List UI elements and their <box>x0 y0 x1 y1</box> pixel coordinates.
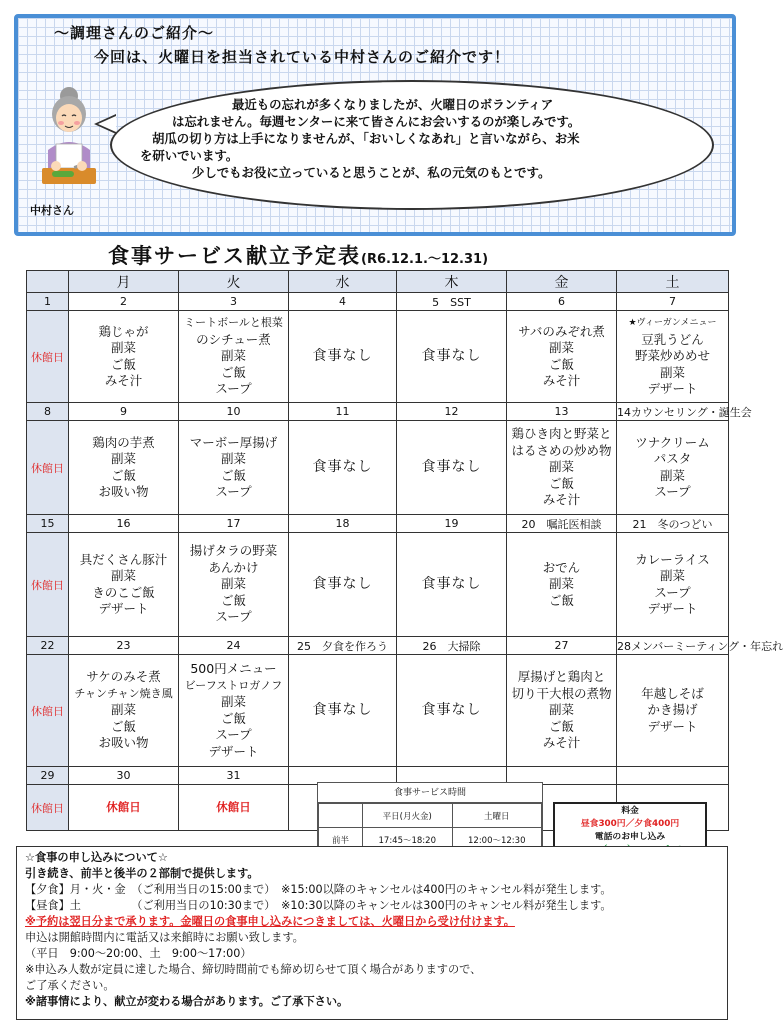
menu-cell <box>397 421 507 515</box>
menu-item: 副菜 <box>110 451 136 466</box>
speech-bubble-text <box>122 96 722 181</box>
menu-cell <box>69 533 179 637</box>
menu-item: 休館日 <box>106 800 141 815</box>
menu-item: 副菜 <box>548 702 574 718</box>
date-cell: 3 <box>179 293 289 311</box>
menu-item: はるさめの炒め物 <box>511 442 612 458</box>
menu-item: 豆乳うどん <box>641 331 704 347</box>
weekday-header <box>27 271 69 293</box>
menu-item: 食事なし <box>312 702 373 719</box>
date-row <box>27 293 729 311</box>
menu-cell <box>397 533 507 637</box>
date-cell: 7 <box>617 293 729 311</box>
menu-item: 副菜 <box>548 340 574 355</box>
closed-day-label: 休館日 <box>27 533 69 637</box>
date-cell: 23 <box>69 637 179 655</box>
calendar-body <box>27 293 783 831</box>
date-cell <box>617 767 729 785</box>
date-cell: 31 <box>179 767 289 785</box>
menu-item: 食事なし <box>421 702 482 719</box>
menu-item: 副菜 <box>659 467 685 483</box>
menu-cell <box>179 785 289 831</box>
menu-cell <box>507 533 617 637</box>
weekday-header-row <box>27 271 729 293</box>
menu-item: みそ汁 <box>542 373 581 388</box>
menu-item: スープ <box>215 381 252 397</box>
menu-item: かき揚げ <box>647 702 698 718</box>
menu-item: 鶏ひき肉と野菜と <box>511 426 612 442</box>
menu-item: お吸い物 <box>98 735 149 751</box>
date-cell: 20 嘱託医相談 <box>507 515 617 533</box>
menu-item: スープ <box>215 484 252 499</box>
menu-item: デザート <box>647 381 698 397</box>
menu-item: サバのみぞれ煮 <box>518 323 605 339</box>
menu-cell <box>179 421 289 515</box>
menu-item: 切り干大根の煮物 <box>511 685 612 701</box>
menu-item: みそ汁 <box>542 735 581 751</box>
date-cell: 19 <box>397 515 507 533</box>
menu-cell <box>507 655 617 767</box>
intro-subheading: 今回は、火曜日を担当されている中村さんのご紹介です！ <box>94 48 511 66</box>
menu-cell <box>397 655 507 767</box>
menu-item: 厚揚げと鶏肉と <box>517 669 606 685</box>
menu-item: 副菜 <box>548 459 574 475</box>
menu-cell <box>179 311 289 403</box>
application-notes <box>16 846 728 1020</box>
menu-item: ミートボールと根菜 <box>184 316 283 330</box>
menu-item: ご飯 <box>220 710 246 726</box>
menu-item: スープ <box>654 484 691 499</box>
menu-cell <box>69 421 179 515</box>
menu-item: 鶏肉の芋煮 <box>92 434 155 450</box>
menu-cell <box>617 533 729 637</box>
menu-item: デザート <box>647 718 698 734</box>
menu-item: みそ汁 <box>104 373 143 388</box>
menu-item: 副菜 <box>220 451 246 466</box>
menu-item: 副菜 <box>110 702 136 718</box>
notes-heading: ☆食事の申し込みについて☆ <box>25 851 168 864</box>
notes-line: ※諸事情により、献立が変わる場合があります。ご了承下さい。 <box>25 995 349 1008</box>
weekday-header: 土 <box>617 271 729 293</box>
menu-item: お吸い物 <box>98 484 149 499</box>
date-cell: 28メンバーミーティング・年忘れ <box>617 637 729 655</box>
menu-row <box>27 311 729 403</box>
price-phone-label: 電話のお申し込み <box>594 832 666 842</box>
closed-day-label: 休館日 <box>27 655 69 767</box>
menu-item: 食事なし <box>421 348 482 365</box>
menu-item: おでん <box>542 559 581 575</box>
date-cell: 26 大掃除 <box>397 637 507 655</box>
menu-cell <box>179 533 289 637</box>
service-time-col-saturday: 土曜日 <box>452 804 542 828</box>
menu-row <box>27 533 729 637</box>
date-cell: 17 <box>179 515 289 533</box>
menu-cell <box>507 421 617 515</box>
menu-item: ツナクリーム <box>635 434 710 450</box>
menu-item: 副菜 <box>110 340 136 355</box>
menu-item: 500円メニュー <box>190 661 277 676</box>
weekday-header: 水 <box>289 271 397 293</box>
date-cell: 27 <box>507 637 617 655</box>
week-number: 22 <box>27 637 69 655</box>
weekday-header: 月 <box>69 271 179 293</box>
menu-cell <box>507 311 617 403</box>
menu-item: 副菜 <box>548 576 574 592</box>
date-cell: 9 <box>69 403 179 421</box>
menu-item: 食事なし <box>421 459 482 476</box>
service-time-cell: 12:00～12:30 <box>452 828 542 852</box>
notes-line: （平日 9:00～20:00、土 9:00～17:00） <box>25 947 252 960</box>
date-row <box>27 637 729 655</box>
bubble-line: は忘れません。毎週センターに来て皆さんにお会いするのが楽しみです。 <box>172 114 581 129</box>
menu-item: マーボー厚揚げ <box>189 434 278 450</box>
menu-item: ご飯 <box>110 467 136 483</box>
date-cell: 6 <box>507 293 617 311</box>
menu-cell <box>289 655 397 767</box>
intro-heading: ～調理さんのご紹介～ <box>54 24 215 42</box>
service-time-row-label: 前半 <box>319 828 363 852</box>
notes-line: 申込は開館時間内に電話又は来館時にお願い致します。 <box>25 931 304 944</box>
date-cell: 30 <box>69 767 179 785</box>
bubble-line: を研いでいます。 <box>140 148 239 163</box>
menu-item: 食事なし <box>312 348 373 365</box>
bubble-line: 最近もの忘れが多くなりましたが、火曜日のボランティア <box>232 97 554 112</box>
price-title: 料金 <box>621 806 639 816</box>
menu-calendar <box>26 270 783 831</box>
bubble-line: 少しでもお役に立っていると思うことが、私の元気のもとです。 <box>192 165 551 180</box>
menu-cell <box>69 785 179 831</box>
menu-item: 食事なし <box>312 459 373 476</box>
menu-item: 鶏じゃが <box>98 323 149 339</box>
date-cell: 2 <box>69 293 179 311</box>
closed-day-label: 休館日 <box>27 311 69 403</box>
menu-title <box>108 240 488 270</box>
menu-cell <box>69 655 179 767</box>
menu-item: デザート <box>208 743 259 759</box>
date-cell: 25 夕食を作ろう <box>289 637 397 655</box>
menu-item: ご飯 <box>548 718 574 734</box>
menu-item: ご飯 <box>548 475 574 491</box>
menu-item: ご飯 <box>110 356 136 372</box>
notes-line: ※申込み人数が定員に達した場合、締切時間前でも締め切らせて頂く場合がありますので、 <box>25 963 482 976</box>
menu-cell <box>289 533 397 637</box>
service-time-corner <box>319 804 363 828</box>
date-cell: 14カウンセリング・誕生会 <box>617 403 729 421</box>
menu-item: 副菜 <box>110 568 136 583</box>
menu-item: 副菜 <box>659 568 685 583</box>
service-time-title: 食事サービス時間 <box>318 783 542 803</box>
menu-cell <box>397 311 507 403</box>
notes-line: 【夕食】月・火・金 （ご利用当日の15:00まで） ※15:00以降のキャンセルは400円のキャンセル料が発生します。 <box>25 883 612 896</box>
date-cell: 10 <box>179 403 289 421</box>
menu-cell <box>179 655 289 767</box>
menu-title-main: 食事サービス献立予定表 <box>108 244 361 268</box>
notes-warning: ※予約は翌日分まで承ります。金曜日の食事申し込みにつきましては、火曜日から受け付けます。 <box>25 915 515 928</box>
weekday-header: 木 <box>397 271 507 293</box>
bubble-line: 胡瓜の切り方は上手になりませんが、「おいしくなあれ」と言いながら、お米 <box>152 131 580 146</box>
menu-item: 副菜 <box>220 694 246 709</box>
menu-row <box>27 655 729 767</box>
menu-item: パスタ <box>653 451 692 466</box>
menu-cell <box>289 311 397 403</box>
week-number: 8 <box>27 403 69 421</box>
menu-item: ご飯 <box>220 467 246 483</box>
menu-item: あんかけ <box>208 559 259 575</box>
menu-item: スープ <box>215 727 252 742</box>
menu-item: 具だくさん豚汁 <box>79 551 168 567</box>
menu-item: ご飯 <box>110 718 136 734</box>
menu-item: 野菜炒めめせ <box>634 348 710 364</box>
menu-item: 年越しそば <box>641 685 704 701</box>
menu-item: デザート <box>98 601 149 616</box>
menu-item: きのこご飯 <box>92 584 155 600</box>
menu-item: スープ <box>215 609 252 625</box>
menu-item: ビーフストロガノフ <box>184 678 283 692</box>
notes-line: 【昼食】土 （ご利用当日の10:30まで） ※10:30以降のキャンセルは300円のキャンセル料が発生します。 <box>25 899 612 912</box>
weekday-header: 火 <box>179 271 289 293</box>
intro-box <box>14 14 736 236</box>
week-number: 1 <box>27 293 69 311</box>
speech-bubble-tail-inner <box>98 116 116 132</box>
menu-row <box>27 421 729 515</box>
menu-item: サケのみそ煮 <box>86 669 161 685</box>
menu-item: チャンチャン焼き風 <box>74 686 173 700</box>
menu-item: ご飯 <box>548 592 574 608</box>
date-row <box>27 515 729 533</box>
price-fee: 昼食300円／夕食400円 <box>580 819 680 829</box>
menu-title-period: (R6.12.1.～12.31) <box>361 252 489 267</box>
week-number: 15 <box>27 515 69 533</box>
date-cell: 4 <box>289 293 397 311</box>
week-number: 29 <box>27 767 69 785</box>
person-label: 中村さん <box>30 204 74 217</box>
menu-item: ご飯 <box>220 364 246 380</box>
menu-item: 食事なし <box>312 576 373 593</box>
weekday-header: 金 <box>507 271 617 293</box>
closed-day-label: 休館日 <box>27 421 69 515</box>
date-cell: 5 SST <box>397 293 507 311</box>
menu-cell <box>617 311 729 403</box>
menu-cell <box>617 421 729 515</box>
menu-item: 副菜 <box>220 576 246 592</box>
date-cell: 24 <box>179 637 289 655</box>
menu-item: 副菜 <box>659 364 685 380</box>
menu-item: 副菜 <box>220 348 246 364</box>
cook-illustration-icon <box>36 80 102 198</box>
menu-cell <box>289 421 397 515</box>
notes-line: ご了承ください。 <box>25 979 115 992</box>
date-row <box>27 403 729 421</box>
service-time-col-weekday: 平日(月火金) <box>363 804 453 828</box>
menu-item: みそ汁 <box>542 492 581 508</box>
notes-line: 引き続き、前半と後半の２部制で提供します。 <box>25 867 259 880</box>
menu-cell <box>617 655 729 767</box>
menu-item: 食事なし <box>421 576 482 593</box>
menu-item: 揚げタラの野菜 <box>189 543 278 559</box>
menu-cell <box>69 311 179 403</box>
closed-day-label: 休館日 <box>27 785 69 831</box>
date-cell: 11 <box>289 403 397 421</box>
menu-item: ご飯 <box>220 592 246 608</box>
menu-item: スープ <box>654 584 691 600</box>
menu-item: カレーライス <box>635 551 710 567</box>
date-cell: 21 冬のつどい <box>617 515 729 533</box>
date-cell: 18 <box>289 515 397 533</box>
service-time-cell: 17:45～18:20 <box>363 828 453 852</box>
menu-item: ご飯 <box>548 356 574 372</box>
menu-item: ★ヴィーガンメニュー <box>628 318 717 329</box>
date-cell: 16 <box>69 515 179 533</box>
menu-item: 休館日 <box>216 800 251 815</box>
menu-item: デザート <box>647 601 698 616</box>
date-cell: 13 <box>507 403 617 421</box>
date-cell: 12 <box>397 403 507 421</box>
menu-item: のシチュー煮 <box>196 331 271 347</box>
